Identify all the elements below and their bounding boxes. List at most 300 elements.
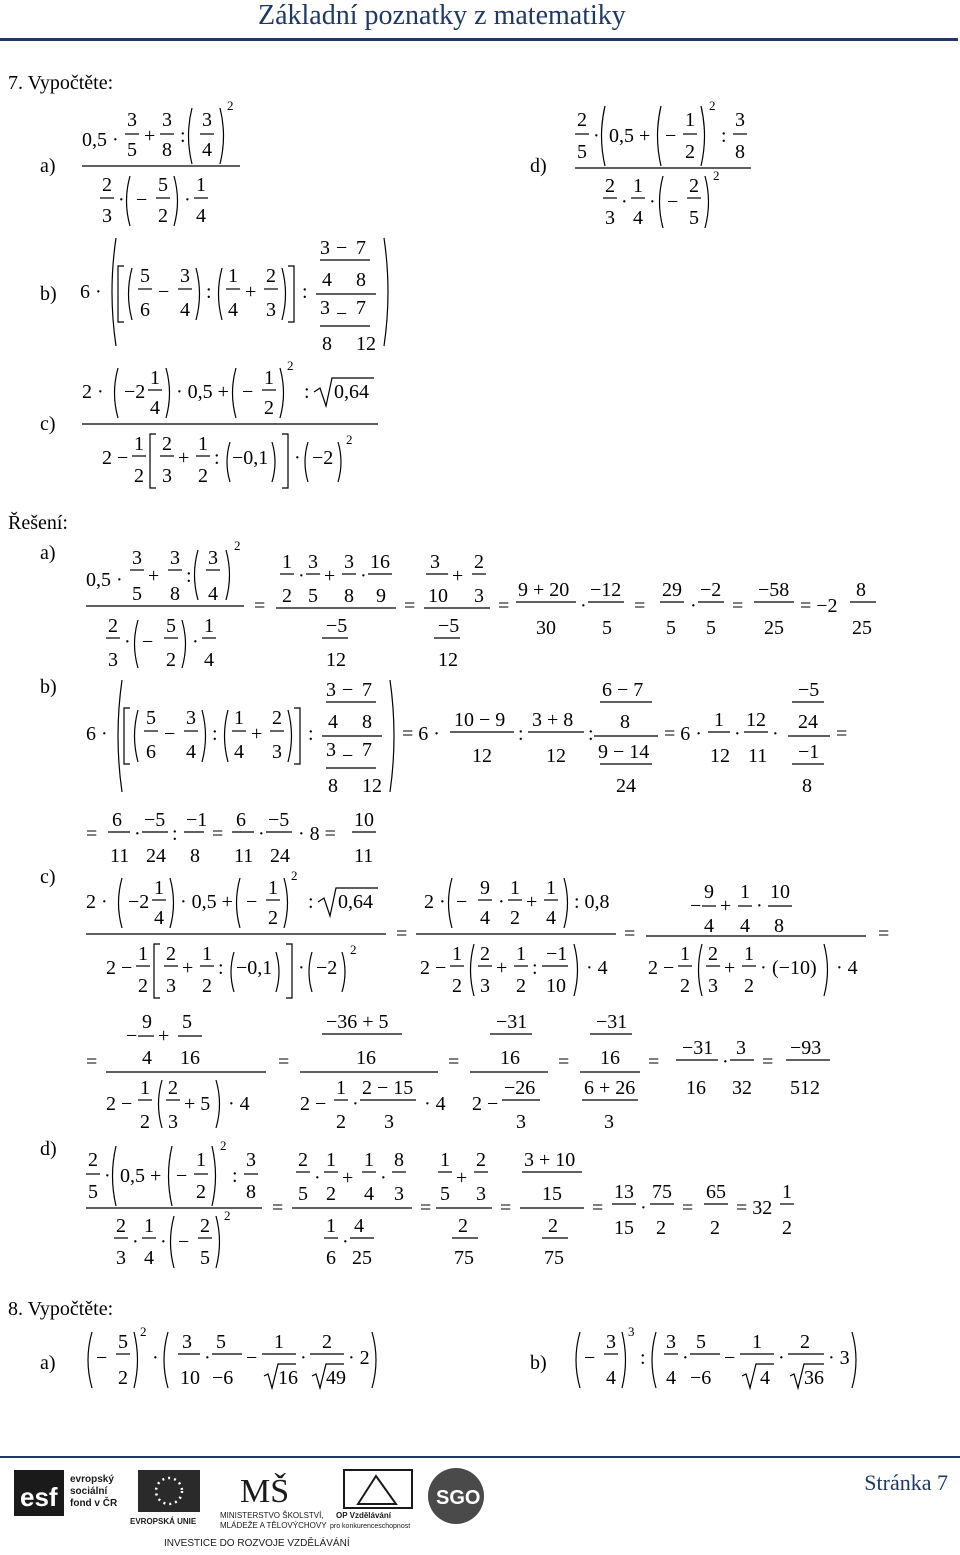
svg-text:2: 2 — [782, 1217, 792, 1239]
svg-text:24: 24 — [270, 845, 290, 867]
svg-text:(−10): (−10) — [772, 957, 817, 979]
svg-text:−: − — [667, 191, 679, 213]
svg-text:·: · — [380, 1167, 387, 1189]
task8-label-a: a) — [40, 1352, 56, 1374]
svg-text:2: 2 — [709, 98, 716, 113]
solution-c-derivation-line2 — [86, 1008, 846, 1143]
svg-text:3: 3 — [127, 109, 137, 131]
svg-text:·: · — [621, 191, 628, 213]
svg-text:2 ·: 2 · — [424, 891, 446, 913]
svg-text:2: 2 — [140, 1324, 147, 1339]
svg-text:2 − 15: 2 − 15 — [362, 1077, 414, 1099]
svg-text::: : — [308, 891, 314, 913]
svg-text:2: 2 — [88, 1149, 98, 1171]
svg-text:+: + — [158, 1025, 170, 1047]
svg-text:=: = — [86, 1051, 98, 1073]
svg-text:OP Vzdělávání: OP Vzdělávání — [336, 1511, 391, 1520]
solution-label-c: c) — [40, 866, 56, 888]
svg-text:−6: −6 — [690, 1367, 712, 1389]
svg-text:8: 8 — [322, 333, 332, 355]
svg-text:·: · — [300, 1347, 307, 1369]
svg-text:·: · — [124, 631, 131, 653]
svg-text:· 3: · 3 — [828, 1347, 850, 1369]
svg-text:+: + — [342, 1167, 354, 1189]
solution-label-a: a) — [40, 542, 56, 564]
svg-text:16: 16 — [180, 1047, 200, 1069]
svg-text:1: 1 — [336, 1077, 346, 1099]
svg-text:3: 3 — [266, 299, 276, 321]
svg-text:1: 1 — [752, 1331, 762, 1353]
svg-text:3: 3 — [474, 585, 484, 607]
svg-text:3: 3 — [116, 1247, 126, 1269]
svg-text:12: 12 — [356, 333, 376, 355]
svg-text:−: − — [342, 679, 354, 701]
svg-text:·: · — [184, 189, 191, 211]
svg-text:2: 2 — [168, 1077, 178, 1099]
esf-logo — [14, 1470, 118, 1516]
footer-logo-strip — [14, 1466, 434, 1550]
svg-text:6 ·: 6 · — [86, 723, 108, 745]
svg-text:2: 2 — [118, 1367, 128, 1389]
svg-text:9 − 14: 9 − 14 — [598, 741, 650, 763]
svg-text:−2: −2 — [124, 381, 146, 403]
svg-text:2: 2 — [474, 551, 484, 573]
svg-text:4: 4 — [202, 139, 212, 161]
svg-text:−: − — [342, 745, 354, 767]
svg-text:1: 1 — [782, 1181, 792, 1203]
svg-text:·: · — [756, 895, 763, 917]
svg-text:−: − — [142, 631, 154, 653]
svg-text:3: 3 — [170, 547, 180, 569]
svg-text:2: 2 — [605, 175, 615, 197]
svg-text:·: · — [640, 1197, 647, 1219]
task8a-expression — [82, 1322, 402, 1399]
svg-text:MLÁDEŽE A TĚLOVÝCHOVY: MLÁDEŽE A TĚLOVÝCHOVY — [220, 1521, 327, 1530]
svg-text:·: · — [298, 565, 305, 587]
svg-text:·: · — [690, 595, 697, 617]
svg-text:·: · — [152, 1347, 159, 1369]
svg-text:8: 8 — [774, 915, 784, 937]
svg-text:10: 10 — [180, 1367, 200, 1389]
svg-text:+: + — [452, 565, 464, 587]
svg-text:12: 12 — [438, 649, 458, 671]
svg-text:1: 1 — [364, 1149, 374, 1171]
svg-text:4: 4 — [354, 1215, 364, 1237]
svg-text:2: 2 — [744, 975, 754, 997]
svg-text:·: · — [734, 723, 741, 745]
svg-text:2: 2 — [326, 1183, 336, 1205]
svg-text:2: 2 — [200, 1215, 210, 1237]
svg-text:2 −: 2 − — [472, 1093, 499, 1115]
svg-text:= 6 ·: = 6 · — [402, 723, 440, 745]
svg-text:·: · — [352, 1093, 359, 1115]
svg-text:−36 + 5: −36 + 5 — [326, 1011, 389, 1033]
svg-text:5: 5 — [140, 265, 150, 287]
svg-text:2: 2 — [198, 465, 208, 487]
svg-text:=: = — [272, 1197, 284, 1219]
svg-text:75: 75 — [544, 1247, 564, 1269]
svg-text:· 8 =: · 8 = — [298, 823, 336, 845]
svg-text:4: 4 — [480, 907, 490, 929]
svg-text:1: 1 — [510, 877, 520, 899]
svg-text:−: − — [665, 125, 677, 147]
svg-text:3: 3 — [480, 975, 490, 997]
svg-text:512: 512 — [790, 1077, 820, 1099]
msmt-logo — [220, 1472, 327, 1530]
svg-text:3: 3 — [180, 265, 190, 287]
svg-text:4: 4 — [760, 1367, 770, 1389]
svg-text:6: 6 — [236, 809, 246, 831]
svg-text:−: − — [584, 1347, 596, 1369]
svg-text:=: = — [682, 1197, 694, 1219]
svg-text:2: 2 — [298, 1149, 308, 1171]
svg-text:6 − 7: 6 − 7 — [602, 679, 644, 701]
svg-text:1: 1 — [228, 265, 238, 287]
task7-label-d: d) — [530, 155, 547, 177]
svg-text:=: = — [396, 923, 408, 945]
svg-text:8: 8 — [620, 711, 630, 733]
svg-text:−: − — [158, 281, 170, 303]
svg-text:6 ·: 6 · — [80, 281, 102, 303]
svg-text::: : — [308, 723, 314, 745]
svg-text:2: 2 — [196, 1181, 206, 1203]
svg-text:16: 16 — [278, 1367, 298, 1389]
svg-text::: : — [218, 957, 224, 979]
svg-text:−2: −2 — [128, 891, 150, 913]
svg-text:8: 8 — [735, 141, 745, 163]
svg-text:75: 75 — [454, 1247, 474, 1269]
svg-text:2: 2 — [116, 1215, 126, 1237]
svg-text:2: 2 — [577, 109, 587, 131]
svg-text:−: − — [456, 891, 468, 913]
svg-text:3: 3 — [320, 237, 330, 259]
svg-text:· 2: · 2 — [348, 1347, 370, 1369]
svg-text:8: 8 — [344, 585, 354, 607]
svg-text:·: · — [192, 631, 199, 653]
task7-label-c: c) — [40, 413, 56, 435]
svg-text:6: 6 — [326, 1247, 336, 1269]
task7c-expression — [82, 358, 382, 498]
svg-text:2: 2 — [202, 975, 212, 997]
svg-text:2: 2 — [452, 975, 462, 997]
svg-text:5: 5 — [308, 585, 318, 607]
svg-text:12: 12 — [472, 745, 492, 767]
svg-text:16: 16 — [356, 1047, 376, 1069]
svg-text:−: − — [336, 237, 348, 259]
svg-text:=: = — [448, 1051, 460, 1073]
svg-text:30: 30 — [536, 617, 556, 639]
svg-text:−5: −5 — [144, 809, 166, 831]
svg-text:3: 3 — [384, 1111, 394, 1133]
svg-text:·: · — [104, 1165, 111, 1187]
svg-text:=: = — [500, 1197, 512, 1219]
svg-text:·: · — [132, 1231, 139, 1253]
svg-text:= 6 ·: = 6 · — [664, 723, 702, 745]
svg-text:3: 3 — [344, 551, 354, 573]
svg-text:9: 9 — [376, 585, 386, 607]
op-vk-logo — [330, 1470, 412, 1530]
svg-text:2: 2 — [685, 141, 695, 163]
svg-text:8: 8 — [856, 579, 866, 601]
svg-text:2 ·: 2 · — [86, 891, 108, 913]
solution-c-derivation-line1 — [86, 868, 906, 1003]
svg-text:9: 9 — [142, 1011, 152, 1033]
svg-text:+: + — [178, 447, 190, 469]
svg-text:−2: −2 — [700, 579, 722, 601]
svg-text:2: 2 — [162, 433, 172, 455]
svg-text:·: · — [342, 1231, 349, 1253]
svg-text:SGO: SGO — [436, 1487, 481, 1509]
svg-text:·: · — [204, 1347, 211, 1369]
svg-text::: : — [206, 281, 212, 303]
svg-text:3: 3 — [102, 205, 112, 227]
svg-text:2 −: 2 − — [420, 957, 447, 979]
svg-text:9: 9 — [704, 881, 714, 903]
svg-text:evropský: evropský — [70, 1474, 114, 1485]
svg-text:0,5 +: 0,5 + — [609, 125, 651, 147]
svg-text:1: 1 — [744, 943, 754, 965]
svg-text:4: 4 — [154, 907, 164, 929]
svg-text:2: 2 — [287, 358, 294, 373]
svg-text::: : — [212, 723, 218, 745]
svg-text:pro konkurenceschopnost: pro konkurenceschopnost — [330, 1523, 411, 1530]
svg-text:3: 3 — [186, 707, 196, 729]
svg-text:16: 16 — [600, 1047, 620, 1069]
svg-text:0,5 ·: 0,5 · — [86, 569, 123, 591]
svg-text:·: · — [772, 723, 779, 745]
svg-text:0,64: 0,64 — [338, 891, 373, 913]
task8-label-b: b) — [530, 1352, 547, 1374]
svg-text:· 4: · 4 — [836, 957, 858, 979]
svg-text:=: = — [212, 823, 224, 845]
svg-text:2: 2 — [134, 465, 144, 487]
svg-text:2: 2 — [158, 205, 168, 227]
svg-text:2: 2 — [516, 975, 526, 997]
svg-text:1: 1 — [154, 877, 164, 899]
svg-text:3: 3 — [108, 649, 118, 671]
svg-text:EVROPSKÁ UNIE: EVROPSKÁ UNIE — [130, 1517, 197, 1526]
svg-text:2: 2 — [227, 98, 234, 113]
svg-text:·: · — [498, 891, 505, 913]
svg-text:12: 12 — [362, 775, 382, 797]
svg-text:12: 12 — [326, 649, 346, 671]
svg-text:29: 29 — [662, 579, 682, 601]
svg-text:+: + — [720, 895, 732, 917]
svg-text:36: 36 — [804, 1367, 824, 1389]
svg-text:=: = — [592, 1197, 604, 1219]
svg-text:=: = — [648, 1051, 660, 1073]
header-rule — [0, 38, 958, 41]
svg-text:4: 4 — [228, 299, 238, 321]
svg-text:= 32: = 32 — [736, 1197, 773, 1219]
svg-text:2: 2 — [166, 943, 176, 965]
svg-text:2: 2 — [272, 707, 282, 729]
svg-text:13: 13 — [614, 1181, 634, 1203]
svg-text:−: − — [336, 303, 348, 325]
svg-text:3: 3 — [246, 1149, 256, 1171]
svg-text:−2: −2 — [312, 447, 334, 469]
page-number: Stránka 7 — [864, 1470, 948, 1495]
svg-text:4: 4 — [196, 205, 206, 227]
svg-text:4: 4 — [142, 1047, 152, 1069]
svg-text:2: 2 — [713, 168, 720, 183]
svg-text:2: 2 — [166, 649, 176, 671]
svg-text:4: 4 — [150, 397, 160, 419]
task7-label-b: b) — [40, 283, 57, 305]
svg-text::: : — [172, 823, 178, 845]
svg-text:·: · — [649, 191, 656, 213]
svg-text:−: − — [690, 895, 702, 917]
svg-text:10: 10 — [428, 585, 448, 607]
svg-text:11: 11 — [748, 745, 768, 767]
svg-text:=: = — [498, 595, 510, 617]
svg-text:4: 4 — [204, 649, 214, 671]
svg-text:11: 11 — [110, 845, 130, 867]
svg-text:−: − — [178, 1231, 190, 1253]
svg-text:1: 1 — [268, 877, 278, 899]
svg-text:6 + 26: 6 + 26 — [584, 1077, 636, 1099]
svg-text:5: 5 — [182, 1011, 192, 1033]
svg-text:2: 2 — [480, 943, 490, 965]
task8-heading: 8. Vypočtěte: — [8, 1298, 114, 1320]
svg-text:5: 5 — [127, 139, 137, 161]
svg-text:2: 2 — [138, 975, 148, 997]
svg-text:+: + — [496, 957, 508, 979]
svg-text:0,5 +: 0,5 + — [120, 1165, 162, 1187]
svg-text:=: = — [86, 823, 98, 845]
svg-text:3: 3 — [394, 1183, 404, 1205]
svg-text:8: 8 — [170, 583, 180, 605]
svg-text:2 −: 2 − — [102, 447, 129, 469]
svg-text:4: 4 — [180, 299, 190, 321]
svg-text:8: 8 — [356, 269, 366, 291]
svg-text::: : — [214, 447, 220, 469]
svg-text:−93: −93 — [790, 1037, 822, 1059]
svg-text:2: 2 — [710, 1217, 720, 1239]
svg-text:3: 3 — [320, 297, 330, 319]
svg-text:−0,1: −0,1 — [236, 957, 273, 979]
svg-text:+: + — [148, 565, 160, 587]
svg-text:1: 1 — [516, 943, 526, 965]
svg-text:fond v ČR: fond v ČR — [70, 1498, 118, 1509]
svg-text:3: 3 — [208, 547, 218, 569]
task7d-expression — [575, 96, 775, 236]
svg-text:·: · — [760, 957, 767, 979]
svg-text:−1: −1 — [186, 809, 208, 831]
svg-text:+: + — [182, 957, 194, 979]
svg-text:4: 4 — [704, 915, 714, 937]
svg-text:25: 25 — [764, 617, 784, 639]
svg-text:8: 8 — [246, 1181, 256, 1203]
svg-text:1: 1 — [234, 707, 244, 729]
svg-text:5: 5 — [666, 617, 676, 639]
svg-text:3: 3 — [736, 1037, 746, 1059]
svg-text:3: 3 — [182, 1331, 192, 1353]
svg-text:−: − — [246, 1347, 258, 1369]
svg-text:: 0,8: : 0,8 — [574, 891, 610, 913]
svg-text:=: = — [836, 723, 848, 745]
svg-text:−5: −5 — [438, 615, 460, 637]
svg-text:4: 4 — [322, 269, 332, 291]
svg-text:·: · — [294, 447, 301, 469]
svg-text:esf: esf — [20, 1482, 58, 1512]
svg-text:7: 7 — [356, 237, 366, 259]
svg-text::: : — [532, 957, 538, 979]
solution-d-derivation — [86, 1136, 886, 1281]
svg-text:−: − — [136, 189, 148, 211]
svg-text:2: 2 — [346, 432, 353, 447]
svg-text:4: 4 — [234, 741, 244, 763]
svg-text:2: 2 — [282, 585, 292, 607]
footer-tagline: INVESTICE DO ROZVOJE VZDĚLÁVÁNÍ — [164, 1538, 350, 1549]
solution-b-derivation-line2 — [86, 806, 406, 871]
svg-text:8: 8 — [394, 1149, 404, 1171]
svg-text:−31: −31 — [596, 1011, 628, 1033]
svg-text:6: 6 — [140, 299, 150, 321]
svg-text:10 − 9: 10 − 9 — [454, 709, 506, 731]
svg-text:−: − — [724, 1347, 736, 1369]
svg-text:+: + — [245, 281, 257, 303]
svg-text:2: 2 — [680, 975, 690, 997]
svg-text:+: + — [724, 957, 736, 979]
svg-text:8: 8 — [162, 139, 172, 161]
svg-text:−: − — [246, 891, 258, 913]
svg-text:−5: −5 — [268, 809, 290, 831]
svg-text:2: 2 — [268, 907, 278, 929]
svg-text:3: 3 — [605, 207, 615, 229]
svg-text::: : — [232, 1165, 238, 1187]
svg-text:8: 8 — [190, 845, 200, 867]
svg-text:· 4: · 4 — [586, 957, 608, 979]
svg-text:1: 1 — [452, 943, 462, 965]
svg-text:1: 1 — [440, 1149, 450, 1171]
svg-text:1: 1 — [282, 551, 292, 573]
svg-text:3: 3 — [162, 109, 172, 131]
svg-text:9 + 20: 9 + 20 — [518, 579, 570, 601]
svg-text:=: = — [878, 923, 890, 945]
svg-text:2 ·: 2 · — [82, 381, 104, 403]
svg-text:16: 16 — [500, 1047, 520, 1069]
svg-text:8: 8 — [802, 775, 812, 797]
svg-text:3: 3 — [308, 551, 318, 573]
svg-text:5: 5 — [132, 583, 142, 605]
svg-text:2: 2 — [689, 175, 699, 197]
svg-text:MŠ: MŠ — [240, 1473, 290, 1510]
svg-text:4: 4 — [633, 207, 643, 229]
svg-text::: : — [180, 125, 186, 147]
svg-text::: : — [640, 1347, 646, 1369]
svg-text:5: 5 — [166, 615, 176, 637]
svg-text:−12: −12 — [590, 579, 622, 601]
svg-text:7: 7 — [362, 679, 372, 701]
svg-text:4: 4 — [328, 711, 338, 733]
svg-text:1: 1 — [546, 877, 556, 899]
svg-text:1: 1 — [150, 367, 160, 389]
svg-text:·: · — [298, 957, 305, 979]
svg-text:2 −: 2 − — [300, 1093, 327, 1115]
svg-text:5: 5 — [706, 617, 716, 639]
svg-text:5: 5 — [88, 1181, 98, 1203]
svg-text:· 4: · 4 — [228, 1093, 250, 1115]
svg-text:5: 5 — [298, 1183, 308, 1205]
svg-text:4: 4 — [740, 915, 750, 937]
svg-text:4: 4 — [606, 1367, 616, 1389]
solution-b-derivation-line1 — [86, 676, 946, 811]
svg-text:MINISTERSTVO ŠKOLSTVÍ,: MINISTERSTVO ŠKOLSTVÍ, — [220, 1511, 324, 1520]
svg-text:2: 2 — [224, 1208, 231, 1223]
svg-text:−: − — [96, 1347, 108, 1369]
svg-text:5: 5 — [577, 141, 587, 163]
